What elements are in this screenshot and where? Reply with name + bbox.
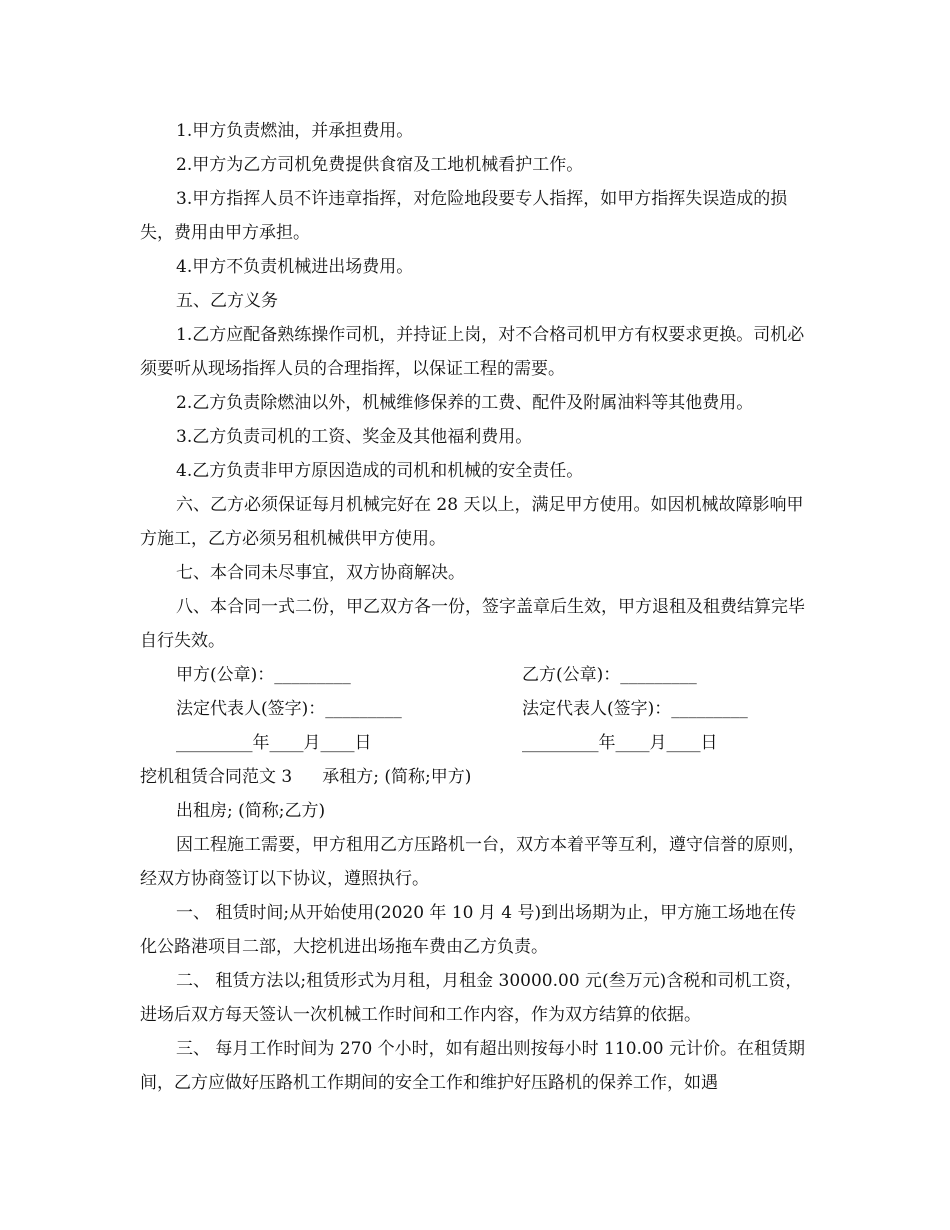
- paragraph-p12: 八、本合同一式二份，甲乙双方各一份，签字盖章后生效，甲方退租及租费结算完毕自行失效。: [140, 597, 805, 651]
- party-a-seal-line: 甲方(公章)：_________: [176, 665, 351, 685]
- paragraph-p2: 2.甲方为乙方司机免费提供食宿及工地机械看护工作。: [176, 155, 584, 175]
- contract-3-body: [140, 828, 812, 1100]
- paragraph-p5: 五、乙方义务: [176, 291, 278, 311]
- paragraph-q1: 因工程施工需要，甲方租用乙方压路机一台，双方本着平等互利，遵守信誉的原则，经双方协商签订以下协议，遵照执行。: [140, 835, 805, 889]
- party-b-date-line: _________年____月____日: [522, 733, 718, 753]
- lessee-line: 承租方; (简称;甲方): [322, 767, 472, 787]
- lessor-line: 出租房; (简称;乙方): [176, 801, 326, 821]
- party-b-representative-line: 法定代表人(签字)：_________: [522, 699, 748, 719]
- party-a-date-line: _________年____月____日: [176, 733, 372, 753]
- document-page: [140, 114, 812, 1100]
- paragraph-p3: 3.甲方指挥人员不许违章指挥，对危险地段要专人指挥，如甲方指挥失误造成的损失，费用由甲方承担。: [140, 189, 788, 243]
- signature-row-representative: [140, 692, 812, 726]
- clauses-block: [140, 114, 812, 658]
- paragraph-p11: 七、本合同未尽事宜，双方协商解决。: [176, 563, 465, 583]
- party-a-representative-line: 法定代表人(签字)：_________: [176, 699, 402, 719]
- paragraph-q3: 二、 租赁方法以;租赁形式为月租，月租金 30000.00 元(叁万元)含税和司机工资，进场后双方每天签认一次机械工作时间和工作内容，作为双方结算的依据。: [140, 971, 803, 1025]
- paragraph-q4: 三、 每月工作时间为 270 个小时，如有超出则按每小时 110.00 元计价。在租赁期间，乙方应做好压路机工作期间的安全工作和维护好压路机的保养工作，如遇: [140, 1039, 805, 1093]
- paragraph-p7: 2.乙方负责除燃油以外，机械维修保养的工费、配件及附属油料等其他费用。: [176, 393, 754, 413]
- paragraph-p4: 4.甲方不负责机械进出场费用。: [176, 257, 414, 277]
- paragraph-p9: 4.乙方负责非甲方原因造成的司机和机械的安全责任。: [176, 461, 584, 481]
- paragraph-p1: 1.甲方负责燃油，并承担费用。: [176, 121, 414, 141]
- paragraph-q2: 一、 租赁时间;从开始使用(2020 年 10 月 4 号)到出场期为止，甲方施工场地在传化公路港项目二部，大挖机进出场拖车费由乙方负责。: [140, 903, 797, 957]
- signature-row-seal: [140, 658, 812, 692]
- signature-row-date: [140, 726, 812, 760]
- contract-3-heading-row: [140, 760, 812, 794]
- contract-3-title: 挖机租赁合同范文 3: [140, 767, 293, 787]
- paragraph-p10: 六、乙方必须保证每月机械完好在 28 天以上，满足甲方使用。如因机械故障影响甲方施工，乙方必须另租机械供甲方使用。: [140, 495, 804, 549]
- party-b-seal-line: 乙方(公章)：_________: [522, 665, 697, 685]
- paragraph-p8: 3.乙方负责司机的工资、奖金及其他福利费用。: [176, 427, 533, 447]
- paragraph-p6: 1.乙方应配备熟练操作司机，并持证上岗，对不合格司机甲方有权要求更换。司机必须要听从现场指挥人员的合理指挥，以保证工程的需要。: [140, 325, 805, 379]
